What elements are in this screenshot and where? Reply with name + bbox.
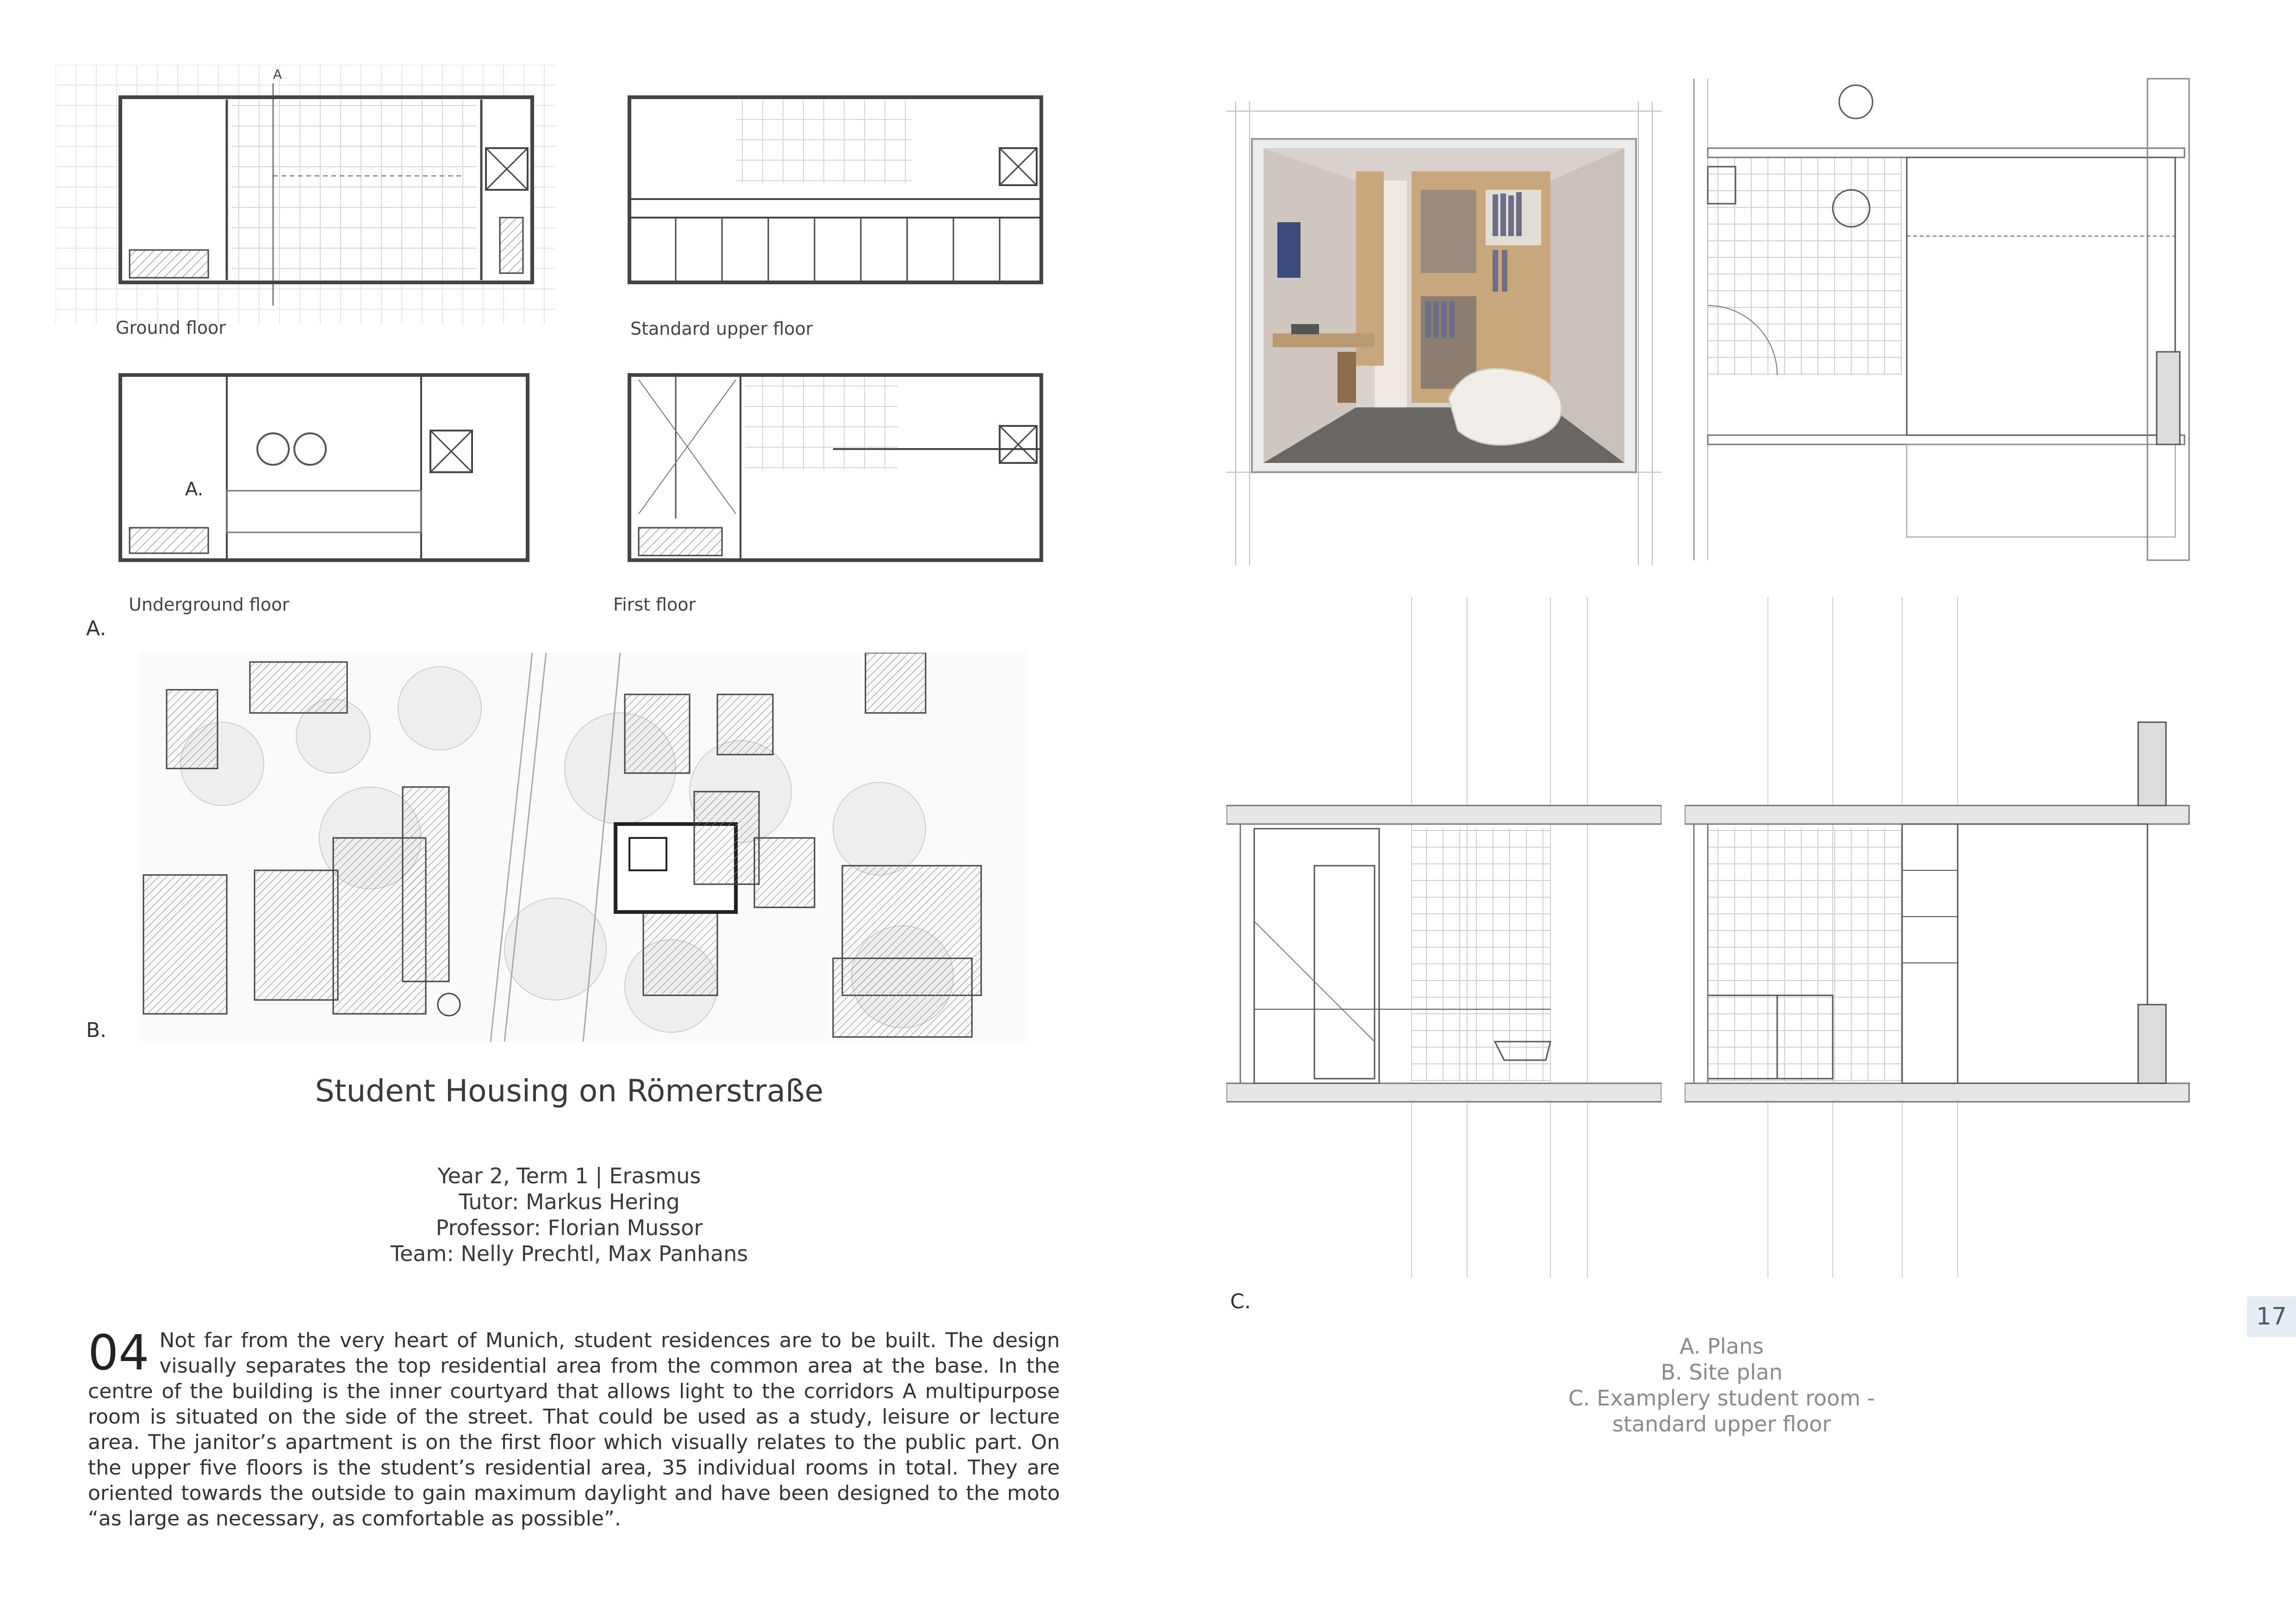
underground-floor-plan (111, 366, 537, 569)
figure-legend (1504, 1333, 1939, 1437)
project-description (88, 1324, 1060, 1531)
student-room-plan (1685, 74, 2194, 565)
room-section-left (1226, 597, 1661, 1278)
page-number: 17 (2256, 1303, 2287, 1330)
standard-upper-floor-plan (620, 79, 1051, 292)
project-number: 04 (88, 1324, 149, 1381)
page-number-badge (2247, 1296, 2296, 1337)
room-section-right (1685, 597, 2194, 1278)
section-marker-top: A (273, 67, 282, 82)
credit-line-professor: Professor: Florian Mussor (436, 1215, 703, 1240)
plan-label-ground-floor: Ground floor (116, 318, 226, 338)
project-credits (139, 1163, 1000, 1267)
legend-item-student-room: C. Examplery student room - (1568, 1386, 1875, 1411)
legend-item-standard-upper-floor: standard upper floor (1612, 1412, 1831, 1437)
credit-line-year: Year 2, Term 1 | Erasmus (437, 1163, 701, 1188)
section-letter-c: C. (1230, 1290, 1251, 1313)
description-text: Not far from the very heart of Munich, student residences are to be built. The design visually separates the top residential area from the common area at the base. In the centre of the building is the inner courtyard that allows light to the corridors A multipurpose room is situated on the side of the street. That could be used as a study, leisure or lecture area. The janitor’s apartment is on the first floor which visually relates to the public part. On the upper five floors is the student’s residential area, 35 individual rooms in total. They are oriented towards the outside to gain maximum daylight and have been designed to the moto “as large as necessary, as comfortable as possible”. (88, 1329, 1060, 1530)
credit-line-team: Team: Nelly Prechtl, Max Panhans (390, 1241, 748, 1266)
legend-item-site-plan: B. Site plan (1661, 1360, 1783, 1385)
section-letter-a: A. (86, 617, 106, 640)
site-plan (139, 653, 1027, 1042)
first-floor-plan (620, 366, 1051, 588)
plan-label-standard-upper-floor: Standard upper floor (630, 319, 813, 339)
detail-marker: A. (185, 479, 204, 500)
plan-label-first-floor: First floor (613, 594, 696, 615)
credit-line-tutor: Tutor: Markus Hering (459, 1189, 680, 1214)
project-title: Student Housing on Römerstraße (315, 1073, 824, 1109)
section-letter-b: B. (86, 1018, 107, 1042)
ground-floor-plan (56, 65, 555, 324)
plan-label-underground-floor: Underground floor (129, 594, 289, 615)
legend-item-plans: A. Plans (1680, 1334, 1764, 1359)
student-room-rendering (1226, 74, 1661, 565)
